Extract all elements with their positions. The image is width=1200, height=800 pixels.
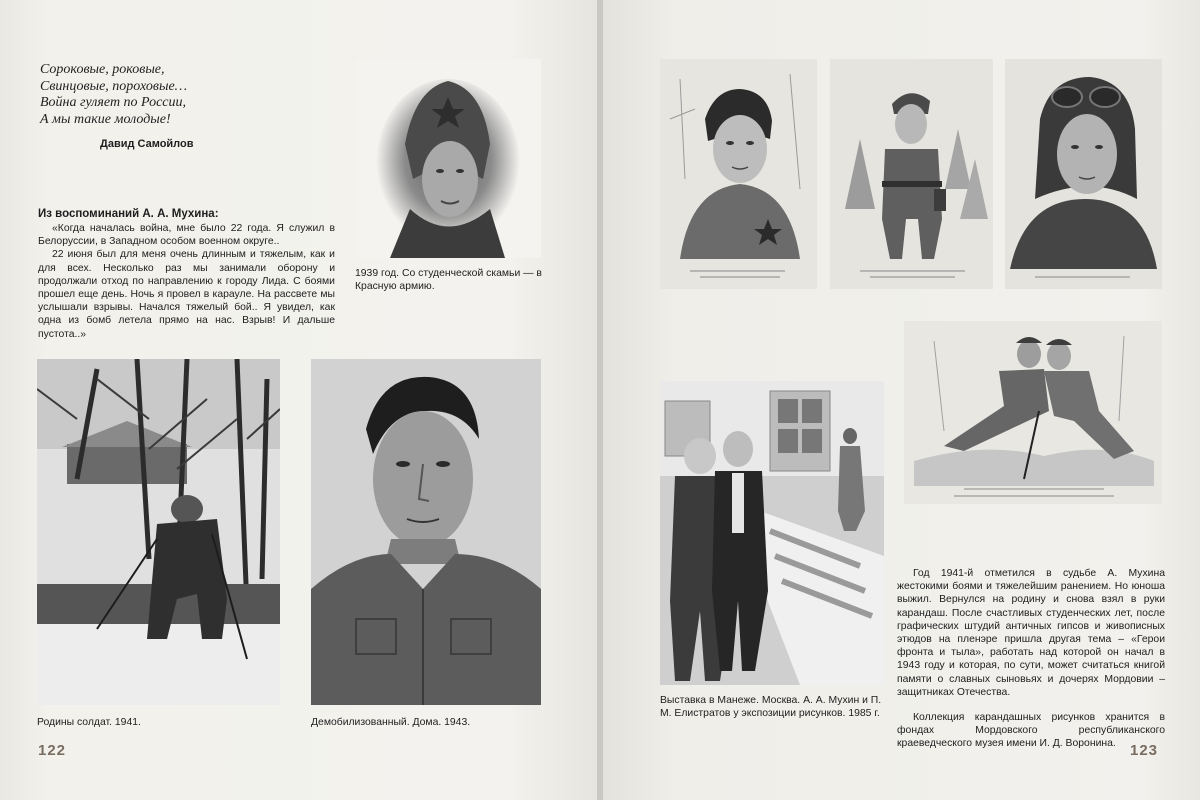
pencil-sketch-two-soldiers bbox=[904, 321, 1162, 504]
page-number-right: 123 bbox=[1130, 742, 1159, 759]
book-gutter bbox=[597, 0, 603, 800]
caption-1939: 1939 год. Со студенческой скамьи — в Красную армию. bbox=[355, 268, 542, 293]
memoir-paragraph: 22 июня был для меня очень длинным и тяжелым, как и для всех. Несколько раз мы занимали оборону и продолжали отход по направлению к городу Лида. С боями прошел еще день. Ночь я провел в карауле. На рассвете мы услышали взрывы. Начался тяжелый бой.. Я увидел, как одна из бомб летела прямо на нас. Взрыв! И дальше пустота..» bbox=[38, 249, 335, 340]
poem-line: Свинцовые, пороховые… bbox=[40, 78, 188, 94]
page-number-left: 122 bbox=[38, 742, 67, 759]
demobilized-1943-photo bbox=[311, 359, 541, 705]
memoir-text bbox=[38, 222, 335, 341]
soldier-1941-photo bbox=[37, 359, 280, 705]
memoir-paragraph: «Когда началась война, мне было 22 года. Я служил в Белоруссии, в Западном особом военном округе.. bbox=[38, 223, 335, 248]
pencil-sketch-woman bbox=[660, 59, 817, 289]
epigraph-poem bbox=[40, 62, 320, 128]
pencil-sketch-pilot bbox=[1005, 59, 1162, 289]
body-paragraph: Коллекция карандашных рисунков хранится в фондах Мордовского республиканского краеведческого музея имени И. Д. Воронина. bbox=[897, 712, 1165, 750]
poem-line: Сороковые, роковые, bbox=[40, 62, 165, 77]
body-paragraph: Год 1941-й отметился в судьбе А. Мухина жестокими боями и тяжелейшим ранением. Но юноша выжил. Вернулся на родину и снова взял в руки карандаш. После счастливых студенческих лет, после графических штудий античных гипсов и живописных этюдов на пленэре пришла другая тема – «Герои фронта и тыла», работать над которой он начал в 1943 году и которая, по сути, может считаться книгой памяти о славных сыновьях и дочерях Мордовии – защитниках Отечества. bbox=[897, 568, 1165, 698]
exhibition-photo bbox=[660, 381, 884, 685]
poem-line: А мы такие молодые! bbox=[40, 111, 171, 127]
poem-author: Давид Самойлов bbox=[100, 138, 194, 150]
caption-1943: Демобилизованный. Дома. 1943. bbox=[311, 717, 471, 728]
memoir-heading: Из воспоминаний А. А. Мухина: bbox=[38, 208, 219, 220]
caption-1941: Родины солдат. 1941. bbox=[37, 717, 141, 728]
caption-exhibition: Выставка в Манеже. Москва. А. А. Мухин и П. М. Елистратов у экспозиции рисунков. 1985 г. bbox=[660, 695, 882, 720]
portrait-1939-photo bbox=[355, 59, 541, 258]
poem-line: Война гуляет по России, bbox=[40, 95, 187, 110]
pencil-sketch-soldier-standing bbox=[830, 59, 993, 289]
article-body-text bbox=[897, 567, 1165, 751]
